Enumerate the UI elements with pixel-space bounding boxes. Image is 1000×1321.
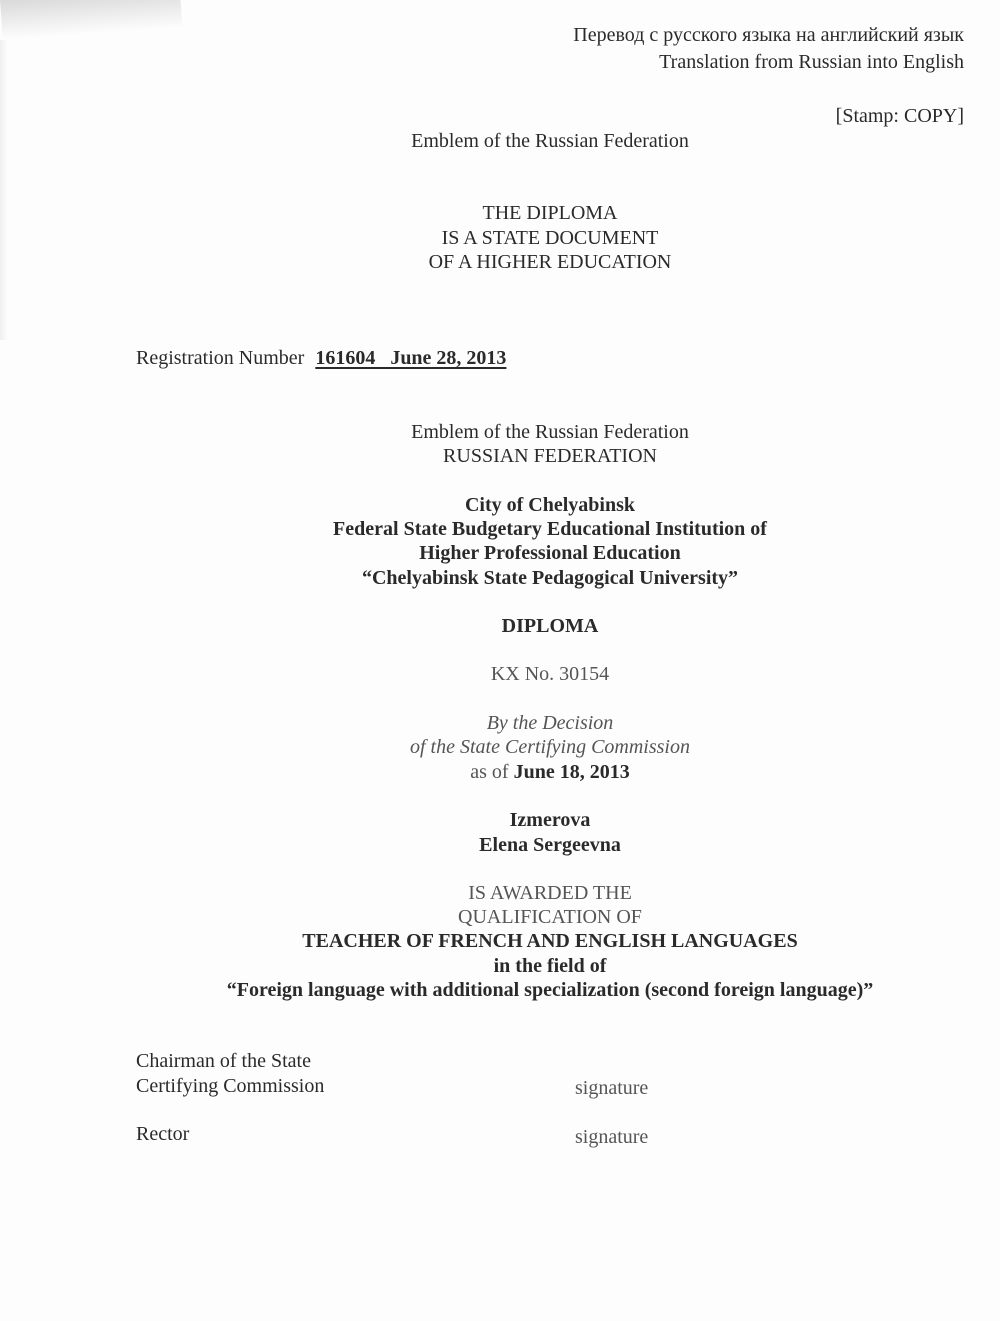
institution-city: City of Chelyabinsk	[464, 494, 636, 516]
field-of-study: “Foreign language with additional specialization (second foreign language)”	[226, 979, 874, 1001]
diploma-heading: DIPLOMA	[501, 615, 599, 637]
top-emblem-note: Emblem of the Russian Federation	[411, 130, 689, 152]
institution-line-2: Higher Professional Education	[419, 542, 681, 564]
rector-signature: signature	[575, 1126, 649, 1148]
stamp-note: [Stamp: COPY]	[835, 105, 964, 127]
decision-line-2: of the State Certifying Commission	[410, 736, 690, 758]
award-line-2: QUALIFICATION OF	[458, 906, 642, 928]
institution-line-1: Federal State Budgetary Educational Institution of	[333, 518, 767, 540]
qualification: TEACHER OF FRENCH AND ENGLISH LANGUAGES	[302, 930, 798, 952]
country-name: RUSSIAN FEDERATION	[443, 445, 657, 467]
chairman-signature: signature	[575, 1077, 649, 1099]
decision-date-line	[0, 760, 1000, 784]
header-russian: Перевод с русского языка на английский язык	[573, 24, 964, 46]
award-line-1: IS AWARDED THE	[468, 882, 632, 904]
registration-label: Registration Number	[136, 347, 305, 369]
header-english: Translation from Russian into English	[659, 51, 964, 73]
decision-date: June 18, 2013	[513, 761, 630, 783]
title-line-3: OF A HIGHER EDUCATION	[428, 251, 672, 273]
title-line-1: THE DIPLOMA	[482, 202, 618, 224]
recipient-given-names: Elena Sergeevna	[479, 834, 621, 856]
chairman-label-line-2: Certifying Commission	[136, 1075, 325, 1097]
chairman-label-line-1: Chairman of the State	[136, 1050, 311, 1072]
field-intro: in the field of	[493, 955, 607, 977]
institution-line-3: “Chelyabinsk State Pedagogical University”	[361, 567, 739, 589]
decision-line-1: By the Decision	[486, 712, 614, 734]
diploma-number: KX No. 30154	[490, 663, 610, 685]
registration-line	[136, 346, 506, 370]
scan-artifact	[0, 0, 182, 40]
title-line-2: IS A STATE DOCUMENT	[441, 227, 659, 249]
second-emblem-note: Emblem of the Russian Federation	[411, 421, 689, 443]
rector-label: Rector	[136, 1123, 190, 1145]
scan-artifact-edge	[0, 40, 8, 340]
recipient-surname: Izmerova	[509, 809, 591, 831]
decision-as-of: as of	[470, 761, 514, 783]
registration-value: 161604 June 28, 2013	[315, 347, 507, 369]
